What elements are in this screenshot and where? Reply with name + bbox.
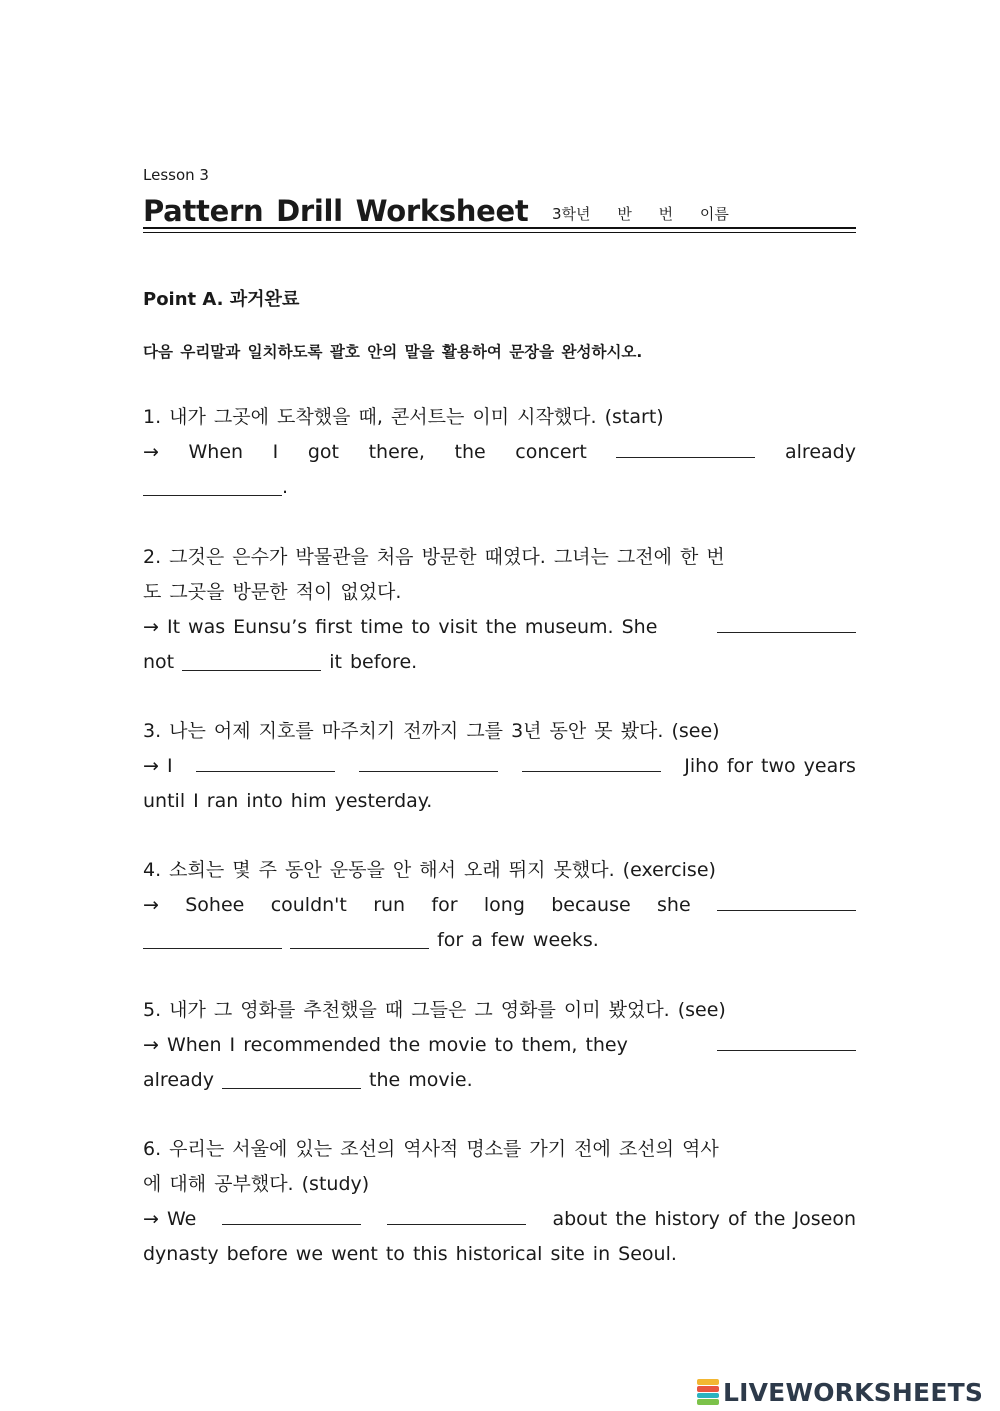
english-text: Jiho for two years — [684, 755, 856, 777]
arrow: → — [143, 441, 159, 463]
question-4-english-line2 — [143, 923, 856, 958]
english-text: → We — [143, 1208, 197, 1230]
question-3-english-line1 — [143, 749, 856, 784]
question-2-english-line1 — [143, 610, 856, 645]
question-1-english-line1 — [143, 435, 856, 470]
word: Sohee — [185, 894, 245, 916]
arrow: → — [143, 894, 159, 916]
answer-blank[interactable] — [143, 473, 282, 496]
lesson-label: Lesson 3 — [143, 166, 209, 184]
question-2-english-line2 — [143, 645, 856, 680]
question-5-english-line1 — [143, 1028, 856, 1063]
question-4 — [143, 853, 856, 958]
word: there, — [368, 441, 425, 463]
brand-name: LIVEWORKSHEETS — [723, 1377, 984, 1407]
liveworksheets-logo-icon — [697, 1379, 719, 1405]
period: . — [282, 476, 289, 498]
question-6-english-line1 — [143, 1202, 856, 1237]
word: for — [431, 894, 458, 916]
english-text: → I — [143, 755, 173, 777]
question-3-english-line2: until I ran into him yesterday. — [143, 790, 433, 812]
english-text: already — [143, 1069, 214, 1091]
answer-blank[interactable] — [616, 435, 755, 458]
word: got — [307, 441, 340, 463]
word: When — [188, 441, 244, 463]
word: concert — [515, 441, 587, 463]
logo-stripe — [697, 1399, 719, 1405]
question-4-korean: 4. 소희는 몇 주 동안 운동을 안 해서 오래 뛰지 못했다. (exercise) — [143, 859, 716, 881]
answer-blank[interactable] — [222, 1066, 361, 1089]
english-text: about the history of the Joseon — [552, 1208, 856, 1230]
question-5-english-line2 — [143, 1063, 856, 1098]
question-2-korean-line1 — [143, 540, 856, 575]
liveworksheets-logo — [697, 1375, 983, 1409]
logo-stripe — [697, 1386, 719, 1392]
answer-blank[interactable] — [290, 926, 429, 949]
word: long — [483, 894, 525, 916]
answer-blank[interactable] — [359, 749, 498, 772]
korean-text: 6. 우리는 서울에 있는 조선의 역사적 명소를 가기 전에 조선의 역사 — [143, 1138, 719, 1160]
instruction-text: 다음 우리말과 일치하도록 괄호 안의 말을 활용하여 문장을 완성하시오. — [143, 343, 643, 361]
question-1 — [143, 400, 856, 505]
answer-blank[interactable] — [717, 1028, 856, 1051]
question-6 — [143, 1132, 856, 1272]
korean-text: 2. 그것은 은수가 박물관을 처음 방문한 때였다. 그녀는 그전에 한 번 — [143, 546, 725, 568]
question-3 — [143, 714, 856, 819]
grade-label: 3학년 — [552, 205, 591, 223]
english-text: for a few weeks. — [437, 929, 599, 951]
question-5 — [143, 993, 856, 1098]
english-text: → When I recommended the movie to them, they — [143, 1034, 628, 1056]
word: because — [551, 894, 631, 916]
class-label: 반 — [617, 205, 632, 223]
word: I — [272, 441, 279, 463]
name-label: 이름 — [699, 205, 729, 223]
answer-blank[interactable] — [182, 648, 321, 671]
word: couldn't — [270, 894, 347, 916]
question-2 — [143, 540, 856, 680]
question-1-korean: 1. 내가 그곳에 도착했을 때, 콘서트는 이미 시작했다. (start) — [143, 406, 664, 428]
title-underline-thin — [143, 232, 856, 233]
answer-blank[interactable] — [196, 749, 335, 772]
answer-blank[interactable] — [717, 610, 856, 633]
logo-stripe — [697, 1393, 719, 1399]
answer-blank[interactable] — [387, 1202, 526, 1225]
worksheet-title: Pattern Drill Worksheet — [143, 194, 529, 228]
answer-blank[interactable] — [222, 1202, 361, 1225]
english-text: → It was Eunsu’s first time to visit the museum. She — [143, 616, 658, 638]
logo-stripe — [697, 1379, 719, 1385]
english-text: not — [143, 651, 175, 673]
question-2-korean-line2: 도 그곳을 방문한 적이 없었다. — [143, 581, 402, 603]
student-info — [552, 203, 751, 224]
question-3-korean: 3. 나는 어제 지호를 마주치기 전까지 그를 3년 동안 못 봤다. (see) — [143, 720, 720, 742]
english-text: it before. — [329, 651, 418, 673]
english-text: the movie. — [369, 1069, 473, 1091]
number-label: 번 — [658, 205, 674, 223]
question-6-korean-line1 — [143, 1132, 856, 1167]
question-6-korean-line2: 에 대해 공부했다. (study) — [143, 1173, 370, 1195]
word: she — [657, 894, 691, 916]
word: already — [785, 441, 856, 463]
answer-blank[interactable] — [717, 888, 856, 911]
answer-blank[interactable] — [522, 749, 661, 772]
word: the — [454, 441, 486, 463]
word: run — [373, 894, 406, 916]
question-4-english-line1 — [143, 888, 856, 923]
answer-blank[interactable] — [143, 926, 282, 949]
title-underline — [143, 227, 856, 229]
section-heading: Point A. 과거완료 — [143, 289, 300, 310]
question-1-english-line2 — [143, 470, 856, 505]
question-6-english-line2: dynasty before we went to this historical site in Seoul. — [143, 1243, 677, 1265]
question-5-korean: 5. 내가 그 영화를 추천했을 때 그들은 그 영화를 이미 봤었다. (see) — [143, 999, 726, 1021]
